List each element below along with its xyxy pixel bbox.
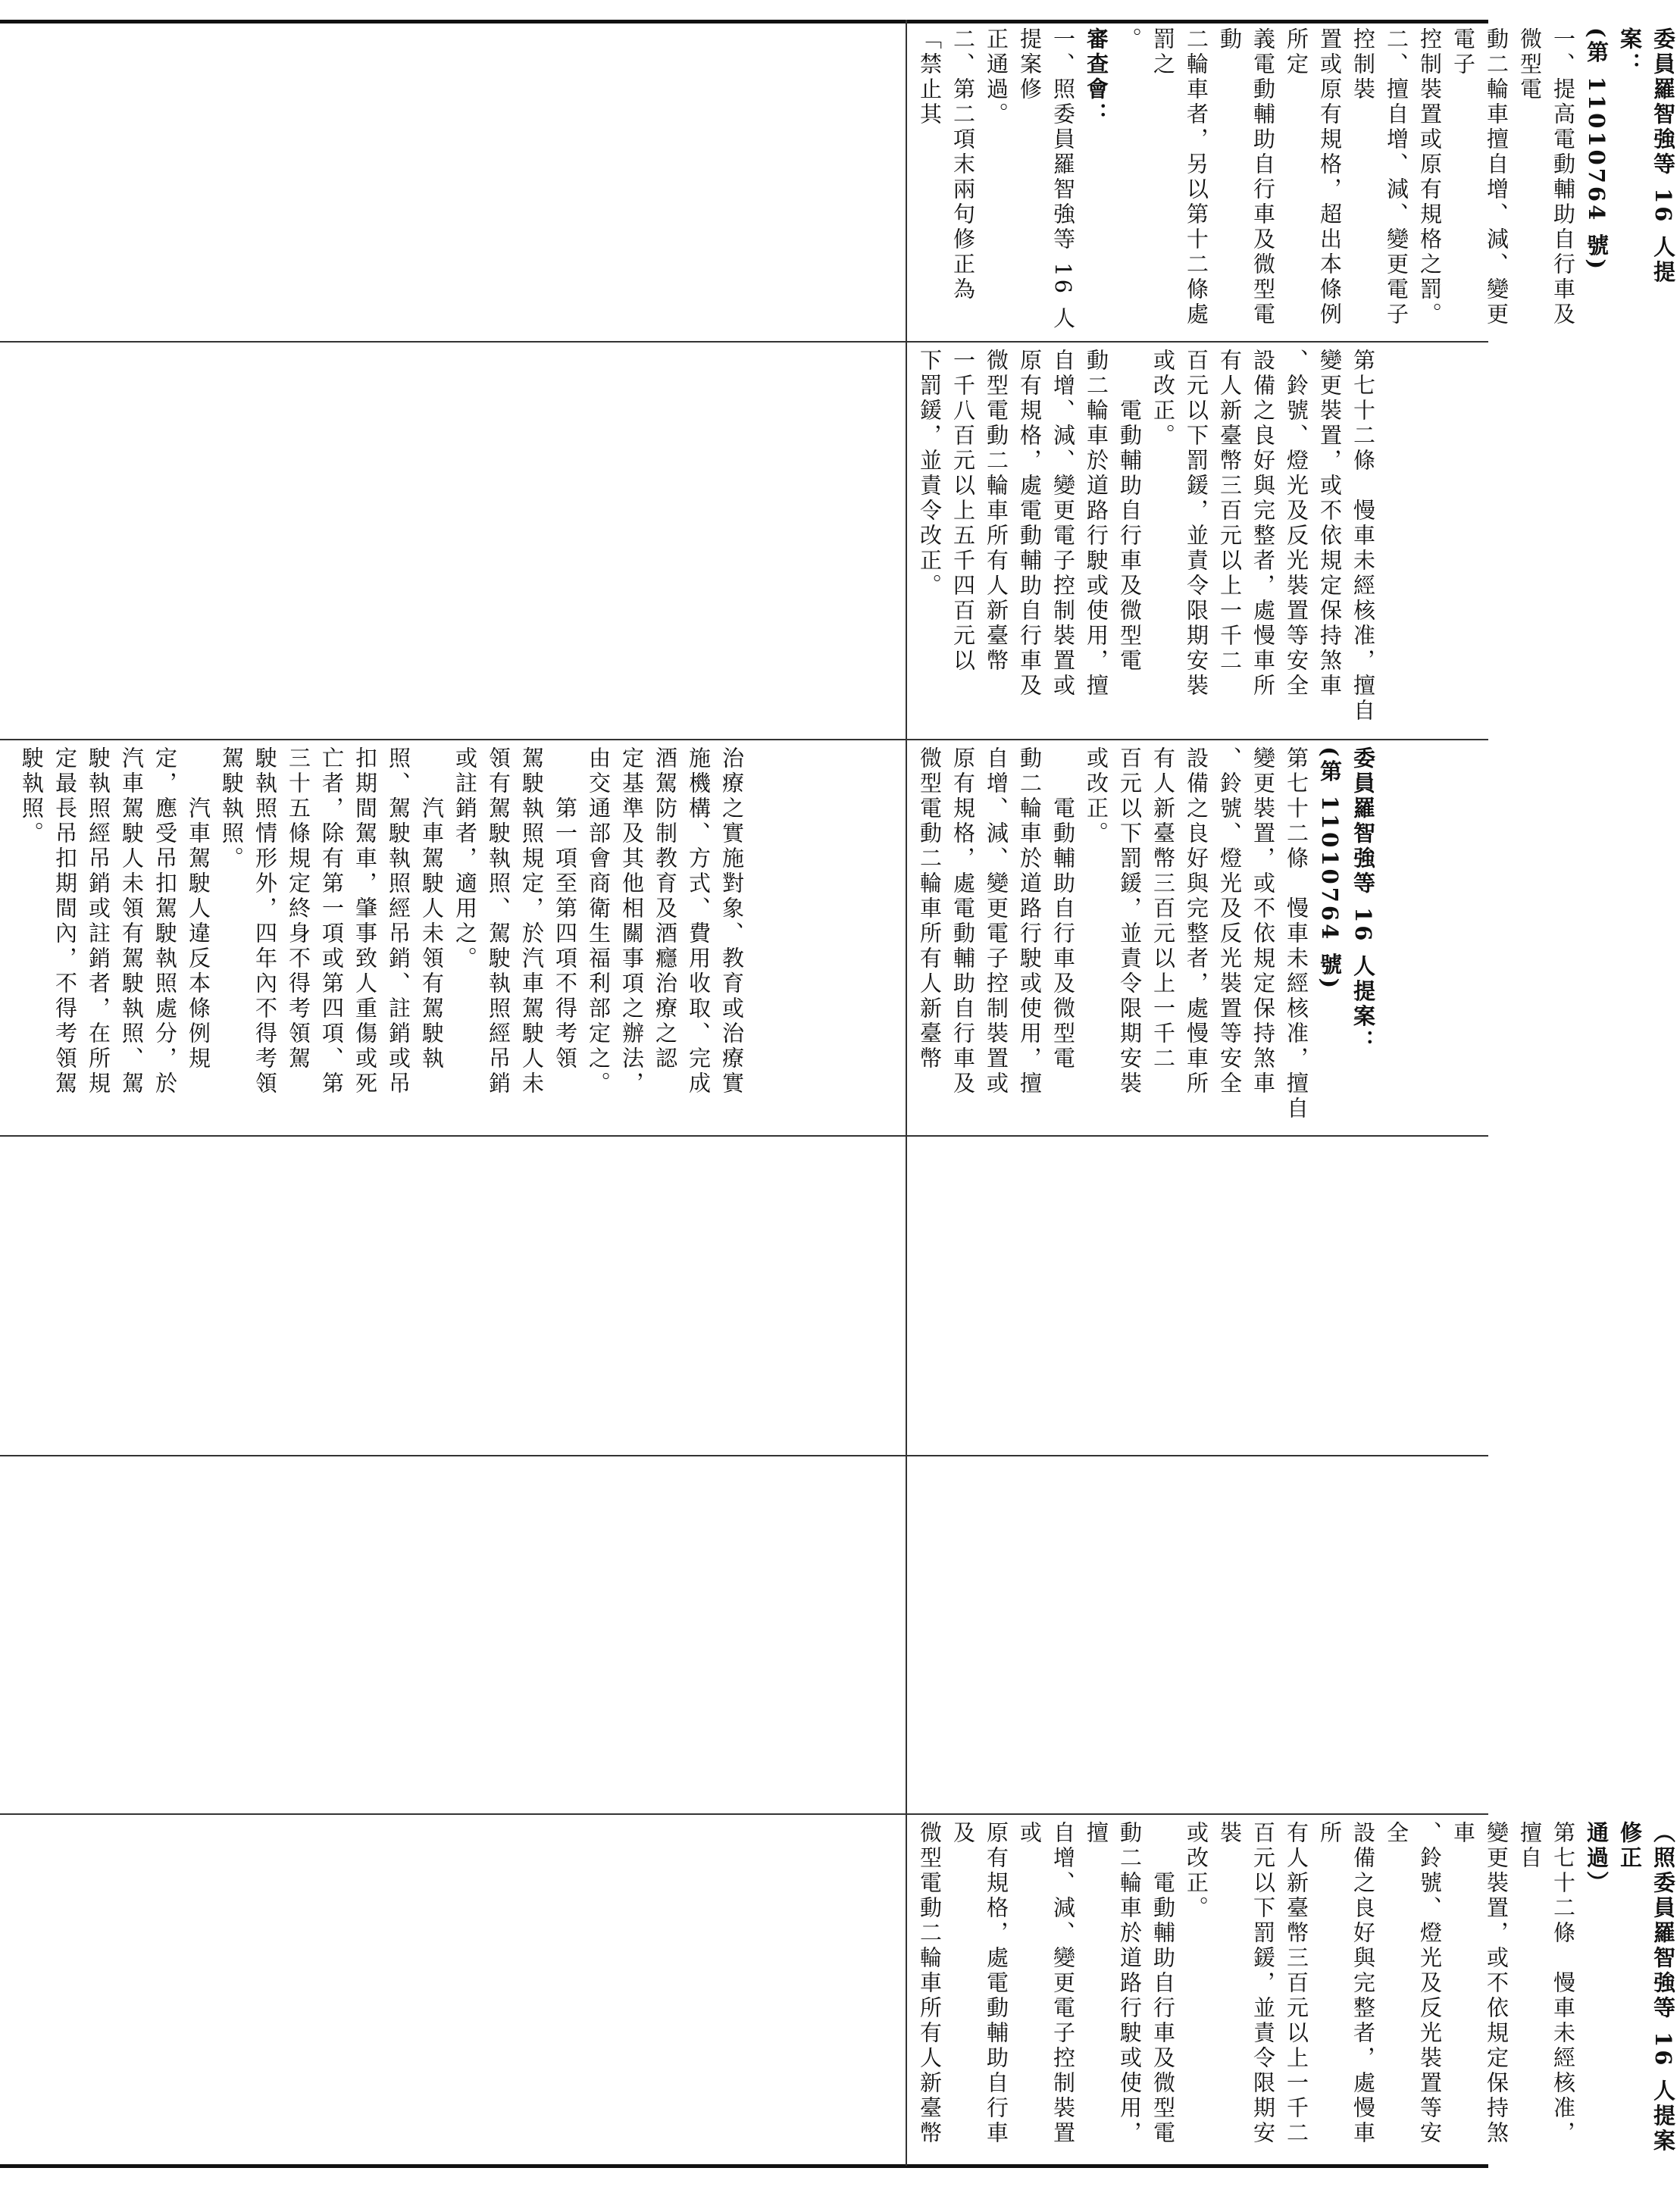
continued-line: 亡者，除有第一項或第四項、第 [319, 746, 345, 1096]
notes-line: 。 [1117, 27, 1143, 52]
continued-line: 汽車駕駛人違反本條例規 [186, 746, 211, 1071]
law-line: 設備之良好與完整者，處慢車所 [1250, 349, 1276, 699]
adopted-line: 有人新臺幣三百元以上一千二 [1284, 1821, 1309, 2146]
adopted-line: 百元以下罰鍰，並責令限期安裝 [1217, 1821, 1276, 2146]
law-line: 動二輪車於道路行駛或使用，擅 [1084, 349, 1109, 699]
continued-line: 施機構、方式、費用收取、完成 [686, 746, 712, 1096]
cell-notes-proposal [913, 27, 1676, 333]
adopted-line: 、鈴號、燈光及反光裝置等安全 [1384, 1821, 1443, 2146]
proposal-line: 原有規格，處電動輔助自行車及 [950, 746, 976, 1096]
continued-line: 駛執照經吊銷或註銷者，在所規 [86, 746, 111, 1096]
continued-line: 三十五條規定終身不得考領駕 [286, 746, 311, 1071]
proposal-line: 有人新臺幣三百元以上一千二 [1150, 746, 1176, 1071]
proposal-line: 設備之良好與完整者，處慢車所 [1184, 746, 1209, 1096]
cell-proposal-text [913, 746, 1474, 1128]
proposal-line: 電動輔助自行車及微型電 [1050, 746, 1076, 1071]
continued-line: 駛執照。 [19, 746, 45, 846]
top-border [0, 20, 1488, 23]
continued-line: 治療之實施對象、教育或治療實 [719, 746, 745, 1096]
notes-text [913, 27, 1680, 333]
law-line: 有人新臺幣三百元以上一千二 [1217, 349, 1243, 674]
cell-continued-text [15, 746, 894, 1128]
adopted-line: 設備之良好與完整者，處慢車所 [1317, 1821, 1376, 2146]
proposal-line: 動二輪車於道路行駛或使用，擅 [1017, 746, 1043, 1096]
adopted-subheading: 通過） [1584, 1821, 1610, 1896]
notes-line: 一、提高電動輔助自行車及微型電 [1517, 27, 1576, 327]
review-line: 正通過。 [984, 27, 1009, 127]
row-divider [0, 739, 1488, 740]
continued-line: 扣期間駕車，肇事致人重傷或死 [352, 746, 378, 1096]
row-divider [0, 1455, 1488, 1456]
law-line: 百元以下罰鍰，並責令限期安裝 [1184, 349, 1209, 699]
current-law-text [913, 349, 1380, 731]
continued-line: 駛執照情形外，四年內不得考領 [252, 746, 278, 1096]
adopted-line: 電動輔助自行車及微型電 [1150, 1821, 1176, 2146]
proposal-line: 自增、減、變更電子控制裝置或 [984, 746, 1009, 1096]
notes-line: 二、擅自增、減、變更電子控制裝 [1350, 27, 1409, 327]
notes-line: 動二輪車擅自增、減、變更電子 [1450, 27, 1509, 327]
review-heading: 審查會： [1084, 27, 1109, 127]
row-divider [0, 341, 1488, 343]
continued-line: 駕駛執照規定，於汽車駕駛人未 [519, 746, 545, 1096]
notes-line: 二輪車者，另以第十二條處罰之 [1150, 27, 1209, 327]
proposal-line: 第七十二條 慢車未經核准，擅自 [1284, 746, 1309, 1122]
notes-heading: 委員羅智強等 16 人提案： [1617, 27, 1676, 286]
law-line: 微型電動二輪車所有人新臺幣 [984, 349, 1009, 674]
law-line: 電動輔助自行車及微型電 [1117, 349, 1143, 674]
adopted-line: 微型電動二輪車所有人新臺幣 [917, 1821, 943, 2146]
review-line: 一、照委員羅智強等 16 人提案修 [1017, 27, 1076, 332]
bottom-border [0, 2164, 1488, 2168]
law-line: 第七十二條 慢車未經核准，擅自 [1350, 349, 1376, 724]
adopted-line: 或改正。 [1184, 1821, 1209, 1921]
continued-line: 駕駛執照。 [219, 746, 245, 871]
notes-subheading: (第 11010764 號) [1584, 27, 1610, 273]
notes-line: 義電動輔助自行車及微型電動 [1217, 27, 1276, 327]
law-line: 變更裝置，或不依規定保持煞車 [1317, 349, 1343, 699]
adopted-line: 第七十二條 慢車未經核准，擅自 [1517, 1821, 1576, 2146]
continued-line: 定，應受吊扣駕駛執照處分，於 [152, 746, 178, 1096]
law-line: 下罰鍰，並責令改正。 [917, 349, 943, 599]
proposal-line: 、鈴號、燈光及反光裝置等安全 [1217, 746, 1243, 1096]
law-line: 一千八百元以上五千四百元以 [950, 349, 976, 674]
adopted-line: 自增、減、變更電子控制裝置或 [1017, 1821, 1076, 2146]
adopted-line: 原有規格，處電動輔助自行車及 [950, 1821, 1009, 2146]
continued-text [15, 746, 749, 1128]
continued-line: 酒駕防制教育及酒癮治療之認 [652, 746, 678, 1071]
proposal-subheading: (第 11010764 號) [1317, 746, 1343, 992]
continued-line: 第一項至第四項不得考領 [552, 746, 578, 1071]
cell-current-law [913, 349, 1474, 731]
row-divider [0, 1813, 1488, 1815]
adopted-text [913, 1821, 1680, 2157]
continued-line: 定基準及其他相關事項之辦法， [619, 746, 645, 1096]
continued-line: 領有駕駛執照、駕駛執照經吊銷 [486, 746, 512, 1096]
proposal-line: 微型電動二輪車所有人新臺幣 [917, 746, 943, 1071]
proposal-text [913, 746, 1380, 1128]
row-divider [0, 1135, 1488, 1137]
continued-line: 或註銷者，適用之。 [452, 746, 478, 971]
notes-line: 控制裝置或原有規格之罰。 [1417, 27, 1443, 327]
continued-line: 由交通部會商衛生福利部定之。 [586, 746, 612, 1096]
adopted-line: 變更裝置，或不依規定保持煞車 [1450, 1821, 1509, 2146]
review-line: 二、第二項末兩句修正為「禁止其 [917, 27, 976, 302]
continued-line: 汽車駕駛人未領有駕駛執 [419, 746, 445, 1071]
law-line: 自增、減、變更電子控制裝置或 [1050, 349, 1076, 699]
law-line: 、鈴號、燈光及反光裝置等安全 [1284, 349, 1309, 699]
proposal-line: 或改正。 [1084, 746, 1109, 846]
adopted-heading: （照委員羅智強等 16 人提案修正 [1617, 1821, 1676, 2154]
law-line: 或改正。 [1150, 349, 1176, 449]
notes-line: 置或原有規格，超出本條例所定 [1284, 27, 1343, 327]
proposal-heading: 委員羅智強等 16 人提案： [1350, 746, 1376, 1055]
cell-adopted-text [913, 1821, 1676, 2157]
continued-line: 照、駕駛執照經吊銷、註銷或吊 [386, 746, 411, 1096]
adopted-line: 動二輪車於道路行駛或使用，擅 [1084, 1821, 1143, 2146]
law-line: 原有規格，處電動輔助自行車及 [1017, 349, 1043, 699]
proposal-line: 變更裝置，或不依規定保持煞車 [1250, 746, 1276, 1096]
continued-line: 定最長吊扣期間內，不得考領駕 [52, 746, 78, 1096]
continued-line: 汽車駕駛人未領有駕駛執照、駕 [119, 746, 145, 1096]
proposal-line: 百元以下罰鍰，並責令限期安裝 [1117, 746, 1143, 1096]
